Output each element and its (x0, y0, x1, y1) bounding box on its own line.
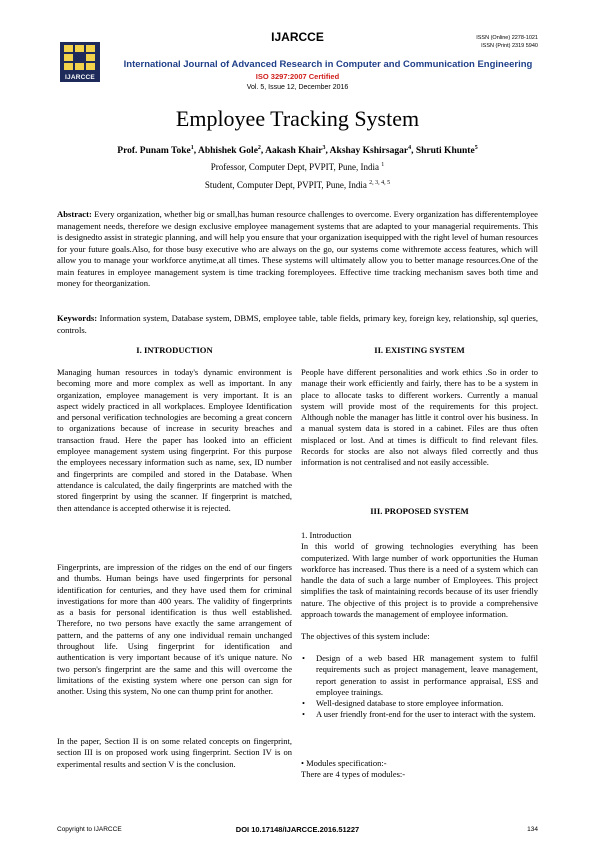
objectives-list (301, 653, 538, 721)
abstract (57, 209, 538, 290)
bullet-icon: • (302, 653, 305, 663)
paper-title: Employee Tracking System (175, 106, 420, 131)
section-heading-existing-system: II. EXISTING SYSTEM (374, 345, 465, 355)
existing-system-paragraph: People have different personalities and work ethics .So in order to manage their work efficiently and fairly, there has to be a system in place to allocate tasks to different workers. Currently a manual system will provide most of the requirements for this project. Although noble the manager has little it control over his business. In a manual system data is stored in a cabinet. Files are thus often misplaced or lost. And at times is difficult to find relevant files. Records for stocks are also not always filed correctly and thus information is not centralised and not easily accessible. (301, 367, 538, 468)
author-name: Aakash Khair (265, 146, 323, 157)
list-item (301, 653, 538, 698)
author-sep: , (193, 146, 198, 157)
abstract-label: Abstract: (57, 209, 92, 219)
affiliation-1 (0, 162, 595, 172)
bullet-icon: • (302, 709, 305, 720)
author-name: Akshay Kshirsagar (329, 146, 409, 157)
keywords-text: Information system, Database system, DBMS, employee table, table fields, primary key, foreign key, relationship, sql queries, controls. (57, 313, 538, 335)
affiliation-sup: 1 (381, 162, 385, 168)
introduction-paragraph-1: Managing human resources in today's dynamic environment is becoming more and more complex as well as important. In any organization, employee management is very important. It is an aspect widely practiced in all workplaces. Employee Identification and personal verification technologies are becoming a great concern to organizations because of increase in security breaches and transaction fraud. Here the paper has looked into an efficient employee management system using fingerprint. For this purpose the employees necessary information such as name, sex, ID number and fingerprints are compiled and stored in the Database. When attendance is calculated, the daily fingerprints are matched with the stored fingerprint by using the scanner. If fingerprint is matched, then attendance is accepted otherwise it is rejected. (57, 367, 292, 513)
affiliation-2 (0, 180, 595, 190)
volume-issue: Vol. 5, Issue 12, December 2016 (246, 84, 349, 91)
section-heading-introduction: I. INTRODUCTION (136, 345, 213, 355)
modules-text: There are 4 types of modules:- (301, 769, 406, 780)
affiliation-sup: 2, 3, 4, 5 (369, 180, 391, 186)
section-heading-proposed-system: III. PROPOSED SYSTEM (370, 506, 469, 516)
author-sup: 1 (190, 145, 194, 151)
issn-online: ISSN (Online) 2278-1021 (476, 35, 538, 41)
introduction-paragraph-3: In the paper, Section II is on some related concepts on fingerprint, section III is on proposed work using fingerprint. Section IV is on experimental results and section V is the conclusion. (57, 736, 292, 769)
issn-block (476, 34, 538, 50)
list-item (301, 709, 538, 720)
modules-label: • Modules specification:- (301, 758, 387, 768)
logo-caption: IJARCCE (65, 74, 95, 81)
objective-text: Design of a web based HR management system to fulfil requirements such as project management, leave management, report generation to assist in performance appraisal, ESS and employee trainings. (316, 653, 538, 697)
author-sup: 3 (322, 145, 326, 151)
list-item (301, 698, 538, 709)
author-sep: , (411, 146, 416, 157)
author-sup: 4 (408, 145, 412, 151)
journal-short-name: IJARCCE (271, 30, 324, 44)
bullet-icon: • (302, 698, 305, 709)
objectives-intro: The objectives of this system include: (301, 631, 430, 642)
author-name: Abhishek Gole (198, 146, 258, 157)
issn-print: ISSN (Print) 2319 5940 (481, 43, 538, 49)
logo-grid-icon (64, 45, 96, 71)
keywords (57, 313, 538, 336)
author-sup: 2 (257, 145, 261, 151)
iso-certification: ISO 3297:2007 Certified (255, 72, 340, 81)
author-sup: 5 (474, 145, 478, 151)
footer-doi: DOI 10.17148/IJARCCE.2016.51227 (235, 825, 360, 834)
proposed-subheading: 1. Introduction (301, 530, 352, 540)
affiliation-text: Student, Computer Dept, PVPIT, Pune, India (204, 180, 367, 190)
author-sep: , (325, 146, 330, 157)
footer-copyright: Copyright to IJARCCE (57, 826, 122, 833)
author-list (0, 145, 595, 156)
objective-text: Well-designed database to store employee information. (316, 698, 504, 709)
proposed-system-body (301, 530, 538, 643)
author-name: Prof. Punam Toke (117, 146, 191, 157)
modules-block (301, 758, 538, 781)
proposed-paragraph: In this world of growing technologies everything has been computerized. With large number of work opportunities the Human workforce has increased. Thus there is a need of a system which can handle the data of such a large number of Employees. This project simplifies the task of maintaining records because of its user friendly nature. The objective of this project is to provide a comprehensive approach towards the management of employee information. (301, 541, 538, 620)
affiliation-text: Professor, Computer Dept, PVPIT, Pune, India (210, 162, 379, 172)
keywords-label: Keywords: (57, 313, 98, 323)
objective-text: A user friendly front-end for the user to interact with the system. (316, 709, 536, 720)
author-name: Shruti Khunte (415, 146, 475, 157)
abstract-text: Every organization, whether big or small,has human resource challenges to overcome. Every organization has differentemployee management needs, therefore we design exclusive employee management systems that are adapted to your managerial requirements. This is designedto assist in strategic planning, and will help you ensure that your organization isequipped with the right level of human resources for your future goals.Also, for those busy executive who are always on the go, our systems come withremote access features, which will allow you to manage your workforce anytime,at all times. These systems will ultimately allow you to better manage resources.One of the main features in employee management system is time tracking foremployees. Effective time tracking mechanism saves both time and money for theorganization. (57, 209, 538, 288)
journal-full-name: International Journal of Advanced Research in Computer and Communication Engineering (123, 59, 533, 70)
page-number: 134 (527, 826, 538, 833)
author-sep: , (260, 146, 266, 157)
introduction-paragraph-2: Fingerprints, are impression of the ridges on the end of our fingers and thumbs. Human beings have used fingerprints for personal identification for centuries, and they have used them for criminal investigations for more than 400 years. The validity of fingerprints as a basis for personal identification is thus well established. Therefore, no two persons have exactly the same arrangement of pattern, and the patterns of any one individual remain unchanged throughout life. Using fingerprint for identification and authentication is very important because of it's unique nature. No two person's fingerprint are the same and this will overcome the limitations of the existing system where one person can sign for another. Using this system, No one can thump print for another. (57, 562, 292, 697)
